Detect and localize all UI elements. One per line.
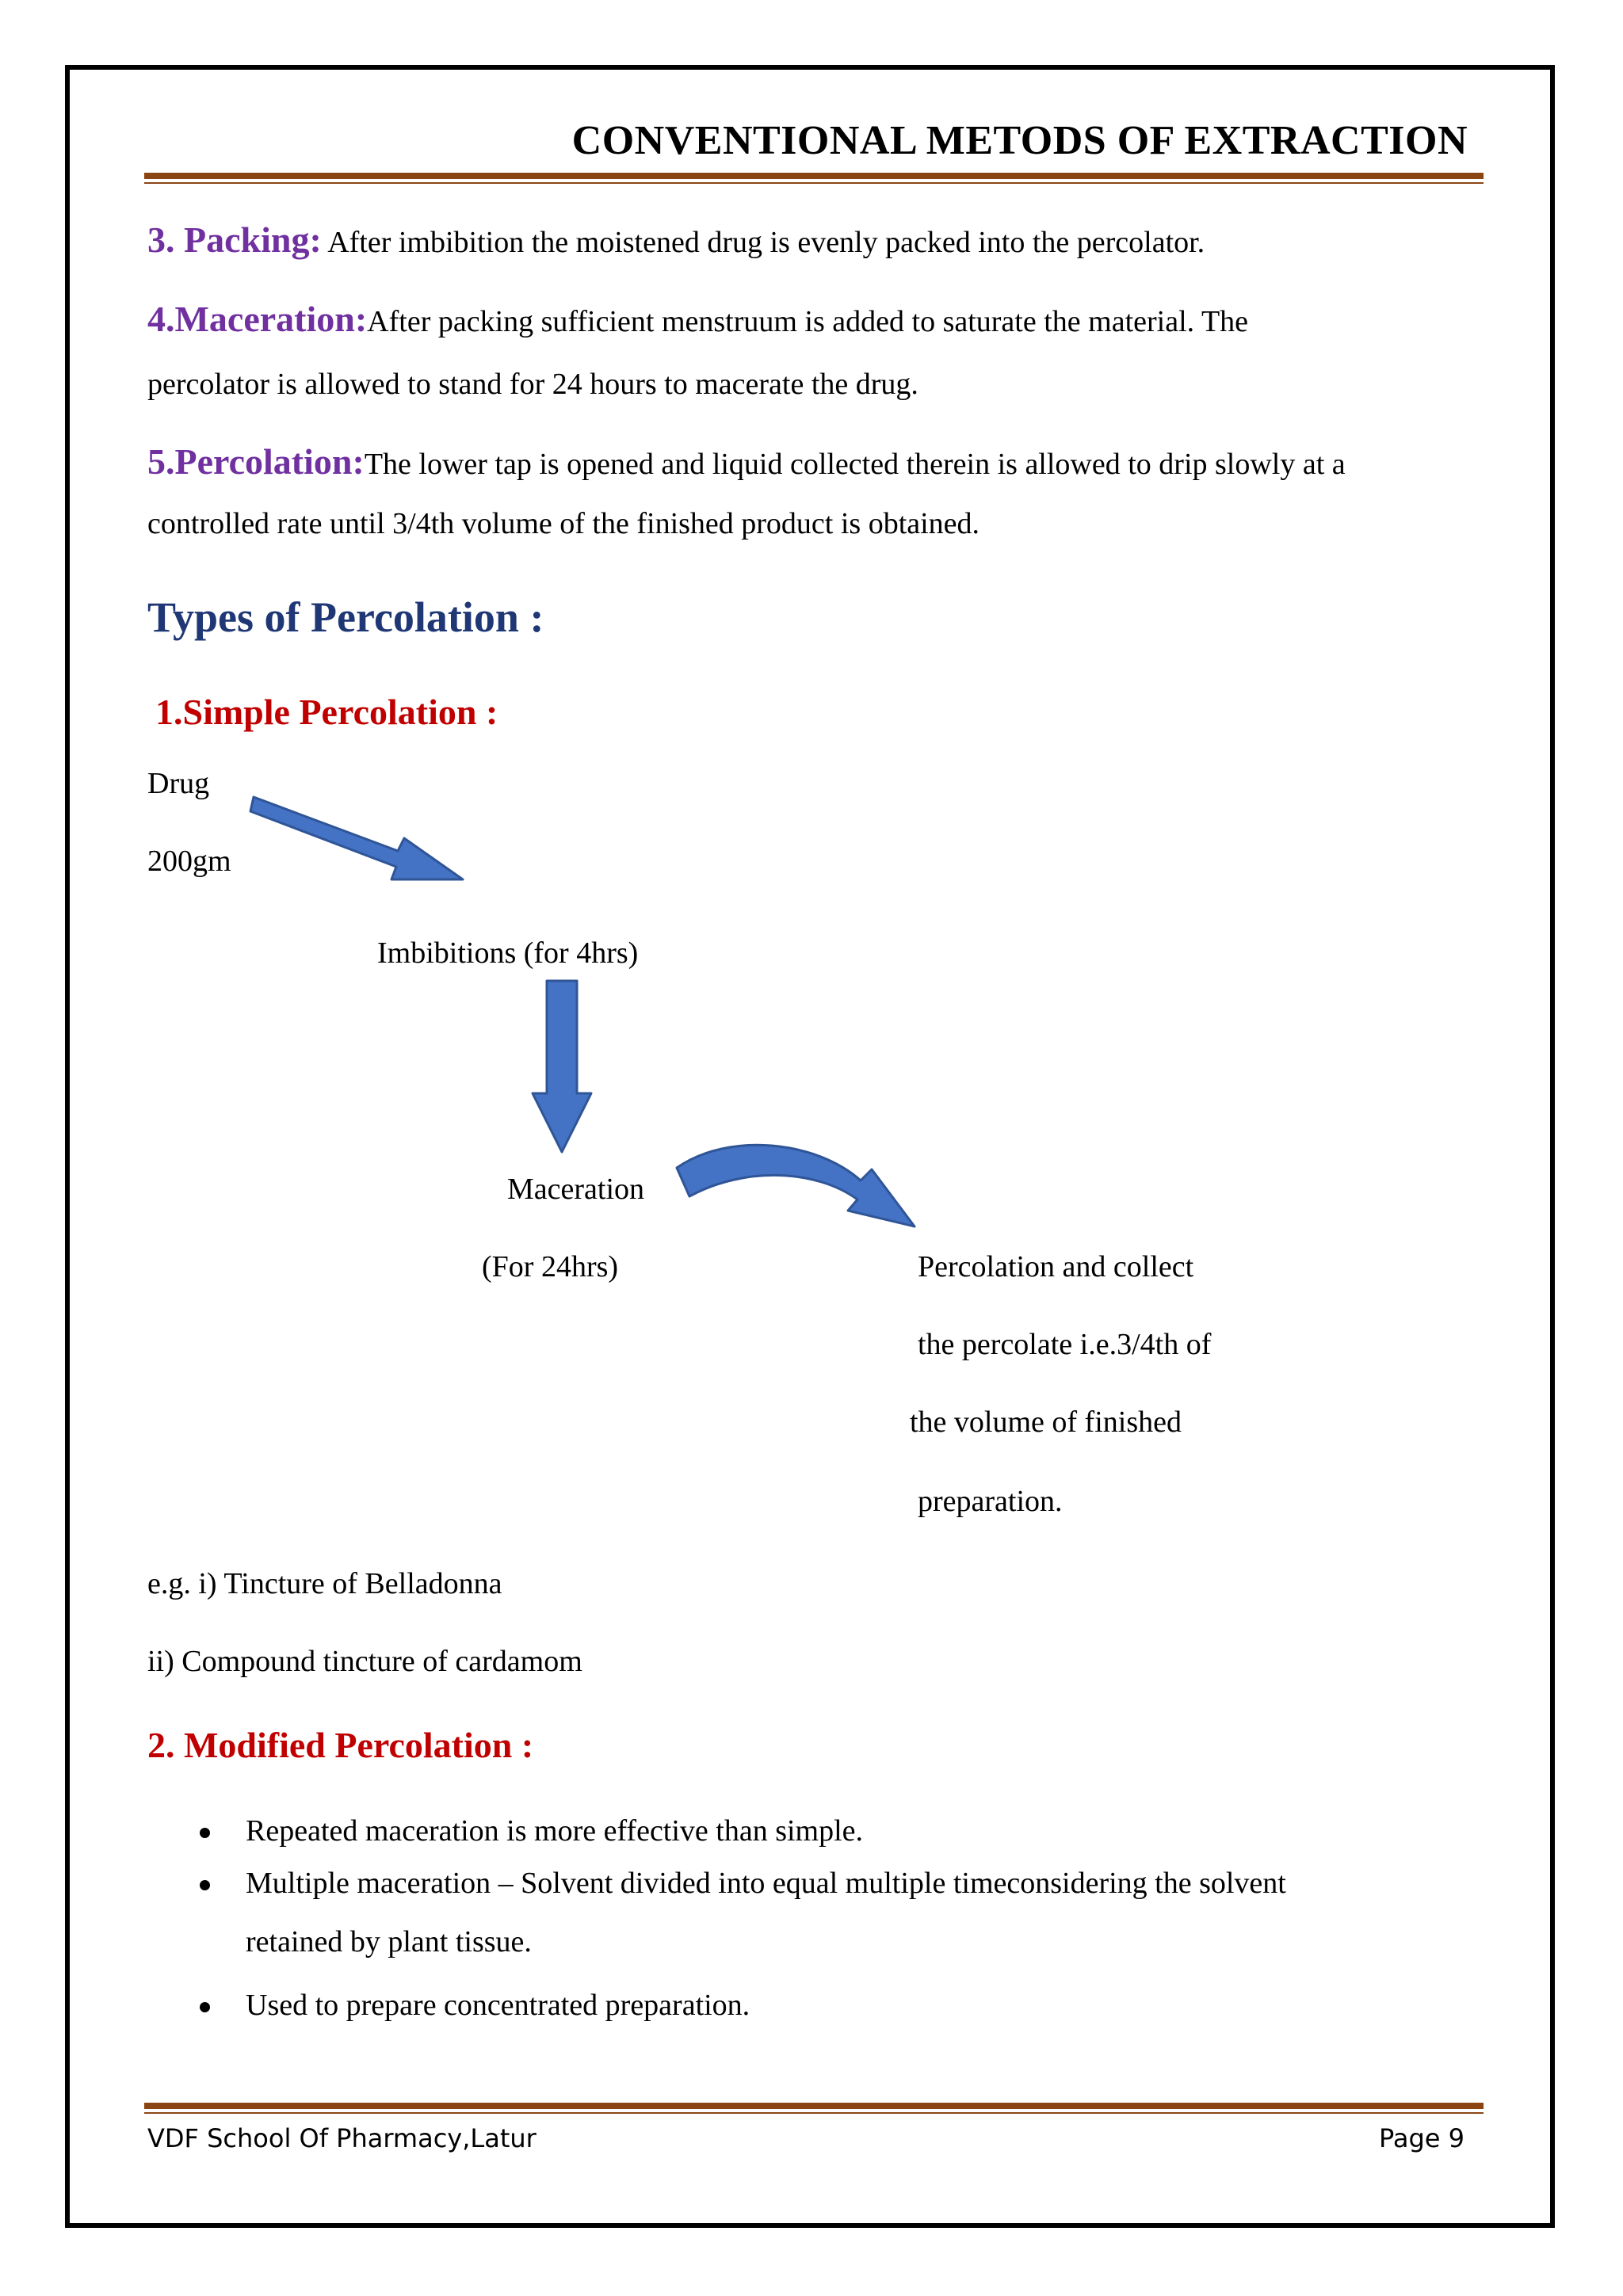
bullet-icon [200, 1880, 210, 1890]
footer-school: VDF School Of Pharmacy,Latur [147, 2123, 537, 2153]
flow-result-line: the percolate i.e.3/4th of [918, 1328, 1212, 1361]
page-title: CONVENTIONAL METODS OF EXTRACTION [571, 118, 1468, 163]
step-maceration-text-1: After packing sufficient menstruum is added to saturate the material. The [367, 305, 1249, 338]
bullet-icon [200, 1828, 210, 1838]
bullet-text: Multiple maceration – Solvent divided into equal multiple timeconsidering the solvent [246, 1867, 1286, 1900]
example-item: e.g. i) Tincture of Belladonna [147, 1567, 502, 1600]
bullet-icon [200, 2002, 210, 2012]
flow-result-line: the volume of finished [910, 1405, 1182, 1439]
diagonal-arrow-icon [250, 797, 463, 879]
bullet-text-continued: retained by plant tissue. [246, 1925, 532, 1958]
down-arrow-icon [533, 981, 591, 1152]
flow-maceration-time: (For 24hrs) [482, 1250, 619, 1283]
flow-result-line: Percolation and collect [918, 1250, 1194, 1283]
step-percolation-text-1: The lower tap is opened and liquid collected therein is allowed to drip slowly at a [364, 448, 1346, 481]
step-maceration-text-2: percolator is allowed to stand for 24 hours to macerate the drug. [147, 368, 918, 401]
step-packing-label: 3. Packing: [147, 219, 322, 260]
step-percolation-label: 5.Percolation: [147, 441, 365, 482]
footer-rule [144, 2103, 1484, 2109]
flow-imbibition: Imbibitions (for 4hrs) [377, 936, 639, 970]
example-item: ii) Compound tincture of cardamom [147, 1645, 582, 1678]
bullet-text: Repeated maceration is more effective than simple. [246, 1814, 864, 1848]
curved-arrow-icon [677, 1145, 915, 1226]
step-packing-text: After imbibition the moistened drug is evenly packed into the percolator. [327, 226, 1205, 259]
footer-page-number: Page 9 [1379, 2123, 1465, 2153]
flow-drug: Drug [147, 767, 210, 800]
modified-percolation-heading: 2. Modified Percolation : [147, 1725, 534, 1765]
footer-rule-thin [144, 2112, 1484, 2114]
step-percolation-text-2: controlled rate until 3/4th volume of the finished product is obtained. [147, 507, 980, 540]
types-heading: Types of Percolation : [147, 593, 544, 641]
step-maceration-label: 4.Maceration: [147, 299, 368, 339]
flow-maceration: Maceration [507, 1173, 645, 1206]
flow-weight: 200gm [147, 845, 231, 878]
bullet-text: Used to prepare concentrated preparation. [246, 1989, 750, 2022]
flow-result-line: preparation. [918, 1485, 1063, 1518]
simple-percolation-heading: 1.Simple Percolation : [155, 692, 498, 732]
